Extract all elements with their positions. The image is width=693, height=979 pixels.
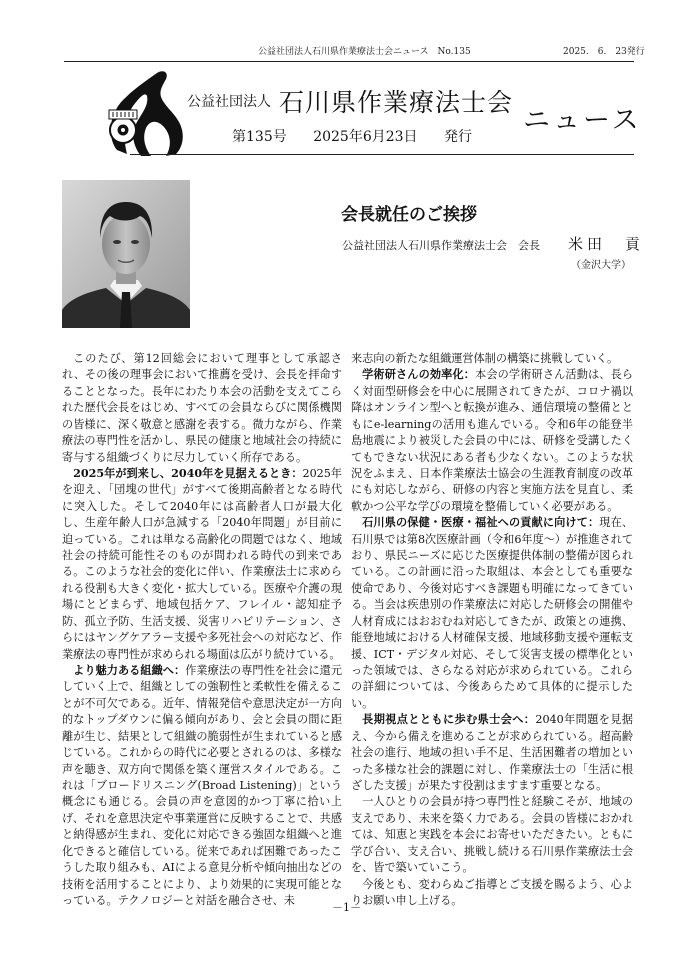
masthead-title: 石川県作業療法士会 bbox=[279, 88, 514, 117]
paragraph-text: 2025年を迎え、「団塊の世代」がすべて後期高齢者となる時代に突入した。そして2040年には高齢者人口が最大化し、生産年齢人口が急減する「2040年問題」が目前に迫っている。これは単なる高齢化の問題ではなく、地域社会の持続可能性そのものが問われる時代の到来である。このような社会的変化に伴い、作業療法士に求められる役割も大きく変化・拡大している。医療や介護の現場にとどまらず、地域包括ケア、フレイル・認知症予防、孤立予防、生活支援、災害リハビリテーション、さらにはヤングケアラー支援や多死社会への対応など、作業療法の専門性が求められる場面は広がり続けている。 bbox=[62, 466, 342, 661]
body-column-right bbox=[351, 351, 633, 909]
author-org: 公益社団法人石川県作業療法士会 会長 bbox=[342, 239, 540, 252]
paragraph bbox=[351, 794, 633, 876]
paragraph-text: 現在、石川県では第8次医療計画（令和6年度〜）が推進されており、県民ニーズに応じた医療提供体制の整備が図られている。この計画に沿った取組は、本会としても重要な使命であり、今後対応すべき課題も明確になってきている。当会は疾患別の作業療法に対応した研修会の開催や人材育成にはおおむね対応してきたが、政策との連携、能登地域における人材確保支援、地域移動支援や運転支援、ICT・デジタル対応、そして災害支援の標準化といった領域では、さらなる対応が求められている。これらの詳細については、今後あらためて具体的に提示したい。 bbox=[351, 516, 634, 710]
author-affiliation: （金沢大学） bbox=[571, 260, 631, 271]
article-title: 会長就任のご挨拶 bbox=[341, 205, 477, 225]
paragraph-heading: 石川県の保健・医療・福祉への貢献に向けて： bbox=[362, 516, 600, 530]
paragraph bbox=[351, 367, 633, 515]
paragraph-text: 2040年問題を見据え、今から備えを進めることが求められている。超高齢社会の進行、地域の担い手不足、生活困難者の増加といった多様な社会的課題に対し、作業療法士の「生活に根ざした支援」が果たす役割はますます重要となる。 bbox=[351, 713, 633, 792]
paragraph bbox=[62, 663, 342, 909]
paragraph bbox=[351, 712, 633, 794]
paragraph bbox=[62, 351, 342, 466]
issue-number: 第135号 bbox=[232, 129, 287, 145]
paragraph-heading: 長期視点とともに歩む県士会へ： bbox=[362, 713, 536, 727]
issue-suffix: 発行 bbox=[444, 129, 472, 145]
author-name: 米田 貢 bbox=[568, 235, 645, 253]
paragraph-text: 今後とも、変わらぬご指導とご支援を賜るよう、心よりお願い申し上げる。 bbox=[351, 877, 633, 907]
paragraph-text: 一人ひとりの会員が持つ専門性と経験こそが、地域の支えであり、未来を築く力である。会員の皆様におかれては、知恵と実践を本会にお寄せいただきたい。ともに学び合い、支え合い、挑戦し続ける石川県作業療法士会を、皆で築いていこう。 bbox=[351, 795, 633, 875]
paragraph bbox=[351, 515, 633, 712]
paragraph-text: 本会の学術研さん活動は、長らく対面型研修会を中心に展開されてきたが、コロナ禍以降はオンライン型へと転換が進み、通信環境の整備とともにe-learningの活用も進んでいる。令和6年の能登半島地震により被災した会員の中には、研修を受講したくてもできない状況にある者も少なくない。このような状況をふまえ、日本作業療法士協会の生涯教育制度の改革にも対応しながら、研修の内容と実施方法を見直し、柔軟かつ公平な学びの環境を整備していく必要がある。 bbox=[351, 368, 634, 513]
paragraph-heading: 学術研さんの効率化： bbox=[362, 368, 476, 382]
masthead-issue-line bbox=[232, 126, 494, 146]
paragraph-text: 作業療法の専門性を社会に還元していく上で、組織としての強靭性と柔軟性を備えることが不可欠である。近年、情報発信や意思決定が一方向的なトップダウンに偏る傾向があり、会と会員の間に距離が生じ、結果として組織の脆弱性が生まれていると感じている。これからの時代に必要とされるのは、多様な声を聴き、双方向で関係を築く運営スタイルである。これは「ブロードリスニング(Broad Listening)」という概念にも通じる。会員の声を意図的かつ丁寧に拾い上げ、それを意思決定や事業運営に反映することで、共感と納得感が生まれ、変化に対応できる強固な組織へと進化できると確信している。従来であれば困難であったこうした取り組みも、AIによる意見分析や傾向抽出などの技術を活用することにより、より効果的に実現可能となっている。テクノロジーと対話を融合させ、未 bbox=[62, 664, 343, 907]
body-column-left bbox=[62, 351, 342, 909]
paragraph bbox=[351, 351, 633, 367]
paragraph-text: 来志向の新たな組織運営体制の構築に挑戦していく。 bbox=[351, 352, 619, 365]
running-header bbox=[0, 44, 693, 60]
issue-date: 2025年6月23日 bbox=[313, 129, 418, 145]
paragraph bbox=[62, 466, 342, 663]
header-rule bbox=[64, 61, 634, 62]
masthead-news-label: ニュース bbox=[523, 105, 642, 136]
running-header-date: 2025. 6. 23発行 bbox=[563, 47, 645, 57]
paragraph-heading: より魅力ある組織へ： bbox=[73, 664, 186, 678]
paragraph-heading: 2025年が到来し、2040年を見据えるとき： bbox=[73, 466, 303, 480]
paragraph-text: このたび、第12回総会において理事として承認され、その後の理事会において推薦を受け、会長を拝命することとなった。長年にわたり本会の活動を支えてこられた歴代会長をはじめ、すべての会員ならびに関係機関の皆様に、深く敬意と感謝を表する。微力ながら、作業療法の専門性を活かし、県民の健康と地域社会の持続に寄与する組織づくりに尽力していく所存である。 bbox=[62, 352, 342, 464]
page-number: －1－ bbox=[332, 901, 361, 914]
masthead-rule bbox=[130, 154, 634, 155]
ot-association-logo-icon bbox=[103, 68, 191, 158]
masthead-org-type: 公益社団法人 bbox=[187, 94, 271, 110]
running-header-title: 公益社団法人石川県作業療法士会ニュース No.135 bbox=[258, 47, 471, 57]
president-portrait-photo bbox=[62, 180, 190, 328]
